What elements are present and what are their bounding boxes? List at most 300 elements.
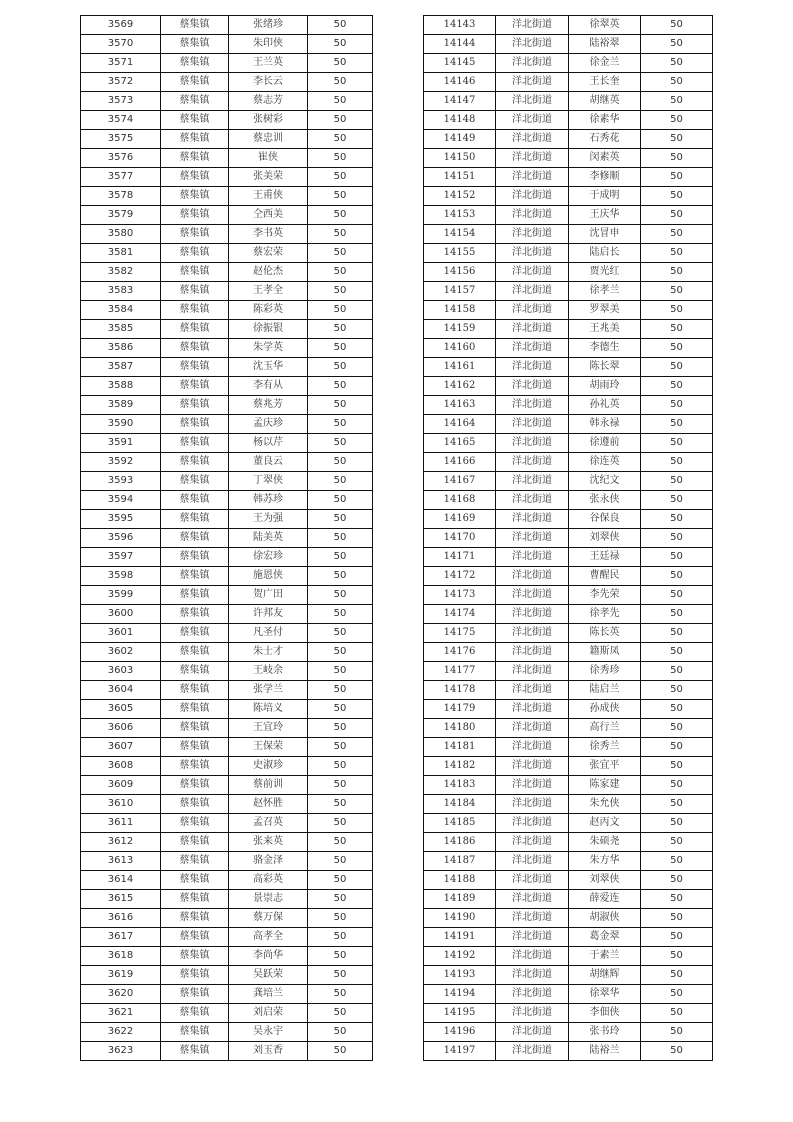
row-id: 14156 [424,263,496,282]
row-amount: 50 [308,187,373,206]
row-id: 3586 [81,339,161,358]
row-town: 蔡集镇 [161,225,229,244]
row-name: 朱士才 [229,643,308,662]
row-id: 3592 [81,453,161,472]
row-town: 洋北街道 [496,814,569,833]
row-id: 3599 [81,586,161,605]
row-id: 3604 [81,681,161,700]
row-amount: 50 [308,909,373,928]
table-row [424,1023,713,1042]
row-id: 3581 [81,244,161,263]
row-id: 3600 [81,605,161,624]
row-name: 曹醒民 [569,567,641,586]
row-id: 14167 [424,472,496,491]
table-row [81,1023,373,1042]
row-town: 洋北街道 [496,491,569,510]
row-amount: 50 [308,225,373,244]
table-row [81,586,373,605]
row-amount: 50 [308,35,373,54]
row-id: 3591 [81,434,161,453]
row-name: 沈冒申 [569,225,641,244]
row-name: 王岐余 [229,662,308,681]
row-id: 3570 [81,35,161,54]
row-name: 闵素英 [569,149,641,168]
row-name: 蔡万保 [229,909,308,928]
table-row [81,567,373,586]
row-id: 14163 [424,396,496,415]
row-id: 3572 [81,73,161,92]
row-town: 洋北街道 [496,320,569,339]
row-id: 3588 [81,377,161,396]
table-row [424,719,713,738]
row-amount: 50 [641,301,713,320]
row-id: 14173 [424,586,496,605]
row-id: 14178 [424,681,496,700]
row-town: 洋北街道 [496,510,569,529]
row-amount: 50 [641,605,713,624]
table-row [81,244,373,263]
row-amount: 50 [308,453,373,472]
table-row [424,529,713,548]
table-row [424,244,713,263]
row-id: 3590 [81,415,161,434]
table-row [81,909,373,928]
table-row [424,149,713,168]
row-name: 陆裕翠 [569,35,641,54]
row-town: 蔡集镇 [161,73,229,92]
row-town: 洋北街道 [496,1004,569,1023]
row-amount: 50 [641,73,713,92]
row-town: 洋北街道 [496,947,569,966]
row-name: 蔡志芳 [229,92,308,111]
row-amount: 50 [641,16,713,35]
row-amount: 50 [308,681,373,700]
row-name: 谷保良 [569,510,641,529]
row-amount: 50 [641,738,713,757]
table-row [424,1042,713,1061]
row-town: 蔡集镇 [161,130,229,149]
table-row [81,35,373,54]
row-name: 赵伦杰 [229,263,308,282]
table-row [81,358,373,377]
row-name: 刘翠侠 [569,529,641,548]
row-town: 蔡集镇 [161,776,229,795]
row-id: 14189 [424,890,496,909]
row-id: 3569 [81,16,161,35]
row-id: 14182 [424,757,496,776]
row-town: 洋北街道 [496,35,569,54]
row-name: 董良云 [229,453,308,472]
table-row [81,16,373,35]
row-town: 蔡集镇 [161,928,229,947]
row-amount: 50 [308,985,373,1004]
row-town: 洋北街道 [496,529,569,548]
row-id: 3601 [81,624,161,643]
row-amount: 50 [641,1042,713,1061]
row-name: 王长奎 [569,73,641,92]
row-town: 蔡集镇 [161,35,229,54]
row-id: 14166 [424,453,496,472]
table-row [424,510,713,529]
row-name: 刘启荣 [229,1004,308,1023]
table-row [81,605,373,624]
row-name: 徐连英 [569,453,641,472]
table-row [424,168,713,187]
row-id: 14185 [424,814,496,833]
row-town: 洋北街道 [496,586,569,605]
row-amount: 50 [308,377,373,396]
row-town: 蔡集镇 [161,757,229,776]
table-row [424,111,713,130]
row-name: 丁翠侠 [229,472,308,491]
row-id: 14148 [424,111,496,130]
right-table-body [424,16,713,1061]
row-amount: 50 [308,757,373,776]
row-name: 陈培义 [229,700,308,719]
row-id: 14150 [424,149,496,168]
row-amount: 50 [308,928,373,947]
table-row [424,415,713,434]
row-town: 洋北街道 [496,567,569,586]
row-name: 朱印侠 [229,35,308,54]
row-id: 3612 [81,833,161,852]
row-amount: 50 [641,187,713,206]
row-name: 陈长英 [569,624,641,643]
row-amount: 50 [641,358,713,377]
table-row [81,434,373,453]
row-name: 李先荣 [569,586,641,605]
row-town: 蔡集镇 [161,985,229,1004]
row-id: 3574 [81,111,161,130]
row-name: 蔡前训 [229,776,308,795]
row-town: 洋北街道 [496,339,569,358]
row-town: 蔡集镇 [161,643,229,662]
row-town: 洋北街道 [496,73,569,92]
row-amount: 50 [641,92,713,111]
row-town: 蔡集镇 [161,187,229,206]
row-town: 洋北街道 [496,871,569,890]
row-id: 14153 [424,206,496,225]
row-id: 14197 [424,1042,496,1061]
row-id: 14175 [424,624,496,643]
table-row [81,491,373,510]
row-id: 14168 [424,491,496,510]
row-name: 李书英 [229,225,308,244]
row-town: 洋北街道 [496,624,569,643]
table-row [81,966,373,985]
row-id: 3622 [81,1023,161,1042]
row-id: 3619 [81,966,161,985]
row-name: 王廷禄 [569,548,641,567]
row-name: 张美荣 [229,168,308,187]
row-name: 徐翠华 [569,985,641,1004]
row-name: 陈家建 [569,776,641,795]
row-name: 薛爱连 [569,890,641,909]
row-id: 14170 [424,529,496,548]
row-town: 蔡集镇 [161,339,229,358]
row-town: 洋北街道 [496,225,569,244]
row-amount: 50 [308,890,373,909]
row-amount: 50 [641,757,713,776]
row-amount: 50 [308,111,373,130]
row-town: 洋北街道 [496,1023,569,1042]
table-row [81,339,373,358]
row-town: 洋北街道 [496,415,569,434]
row-amount: 50 [641,263,713,282]
row-id: 3623 [81,1042,161,1061]
row-name: 史淑珍 [229,757,308,776]
row-id: 14186 [424,833,496,852]
row-id: 3615 [81,890,161,909]
row-name: 韩永禄 [569,415,641,434]
row-id: 14179 [424,700,496,719]
table-row [424,681,713,700]
table-row [424,16,713,35]
row-amount: 50 [641,567,713,586]
table-row [81,548,373,567]
row-name: 陈彩英 [229,301,308,320]
row-name: 陆启兰 [569,681,641,700]
row-name: 陆美英 [229,529,308,548]
row-town: 蔡集镇 [161,814,229,833]
table-row [81,757,373,776]
row-name: 徐宏珍 [229,548,308,567]
row-amount: 50 [308,1004,373,1023]
row-name: 刘翠侠 [569,871,641,890]
row-id: 3585 [81,320,161,339]
row-amount: 50 [641,491,713,510]
row-id: 3603 [81,662,161,681]
row-name: 刘玉香 [229,1042,308,1061]
table-row [424,700,713,719]
table-row [424,35,713,54]
row-id: 14155 [424,244,496,263]
table-row [81,700,373,719]
table-row [424,92,713,111]
row-town: 蔡集镇 [161,1042,229,1061]
table-row [424,73,713,92]
row-town: 蔡集镇 [161,662,229,681]
row-amount: 50 [641,662,713,681]
row-id: 14172 [424,567,496,586]
row-name: 高孝全 [229,928,308,947]
table-row [81,1004,373,1023]
table-row [81,472,373,491]
row-id: 3611 [81,814,161,833]
table-row [424,206,713,225]
row-name: 胡继辉 [569,966,641,985]
row-town: 蔡集镇 [161,301,229,320]
row-id: 14151 [424,168,496,187]
row-id: 14188 [424,871,496,890]
row-name: 骆金泽 [229,852,308,871]
row-town: 洋北街道 [496,643,569,662]
row-amount: 50 [308,871,373,890]
row-amount: 50 [308,130,373,149]
row-amount: 50 [641,814,713,833]
row-amount: 50 [308,814,373,833]
row-amount: 50 [308,339,373,358]
row-id: 3594 [81,491,161,510]
table-row [424,339,713,358]
row-town: 蔡集镇 [161,16,229,35]
row-name: 陆裕兰 [569,1042,641,1061]
table-row [424,396,713,415]
row-amount: 50 [308,833,373,852]
table-row [424,871,713,890]
table-row [424,187,713,206]
row-amount: 50 [308,1042,373,1061]
table-row [424,453,713,472]
row-id: 3606 [81,719,161,738]
row-id: 14180 [424,719,496,738]
row-amount: 50 [641,244,713,263]
row-town: 洋北街道 [496,168,569,187]
table-row [424,472,713,491]
row-town: 蔡集镇 [161,681,229,700]
row-name: 徐素华 [569,111,641,130]
row-amount: 50 [641,852,713,871]
row-id: 14196 [424,1023,496,1042]
row-amount: 50 [308,795,373,814]
row-amount: 50 [308,662,373,681]
row-amount: 50 [308,947,373,966]
row-amount: 50 [641,149,713,168]
row-id: 3620 [81,985,161,1004]
row-id: 3571 [81,54,161,73]
row-name: 崔侠 [229,149,308,168]
row-amount: 50 [641,548,713,567]
row-amount: 50 [308,301,373,320]
row-town: 洋北街道 [496,852,569,871]
table-row [81,928,373,947]
row-town: 蔡集镇 [161,605,229,624]
row-amount: 50 [641,928,713,947]
row-id: 3614 [81,871,161,890]
row-id: 3589 [81,396,161,415]
table-row [424,225,713,244]
row-id: 3621 [81,1004,161,1023]
row-town: 洋北街道 [496,890,569,909]
row-town: 蔡集镇 [161,909,229,928]
row-town: 蔡集镇 [161,472,229,491]
row-amount: 50 [308,624,373,643]
row-name: 孟庆珍 [229,415,308,434]
left-table [80,15,373,1061]
table-row [81,947,373,966]
row-name: 杨以芹 [229,434,308,453]
row-town: 洋北街道 [496,54,569,73]
row-id: 14143 [424,16,496,35]
row-town: 蔡集镇 [161,719,229,738]
row-town: 蔡集镇 [161,966,229,985]
row-town: 洋北街道 [496,244,569,263]
row-id: 3577 [81,168,161,187]
table-row [424,358,713,377]
table-row [424,320,713,339]
row-amount: 50 [641,453,713,472]
row-amount: 50 [308,282,373,301]
row-amount: 50 [641,681,713,700]
row-town: 蔡集镇 [161,396,229,415]
row-amount: 50 [641,966,713,985]
row-amount: 50 [641,282,713,301]
row-town: 蔡集镇 [161,206,229,225]
row-name: 王为强 [229,510,308,529]
row-amount: 50 [641,529,713,548]
row-amount: 50 [308,643,373,662]
row-town: 洋北街道 [496,92,569,111]
row-amount: 50 [641,168,713,187]
row-amount: 50 [308,73,373,92]
table-row [424,434,713,453]
row-name: 胡淑侠 [569,909,641,928]
row-town: 蔡集镇 [161,453,229,472]
row-amount: 50 [308,415,373,434]
row-amount: 50 [641,339,713,358]
row-amount: 50 [308,320,373,339]
row-id: 3607 [81,738,161,757]
row-id: 14183 [424,776,496,795]
row-town: 蔡集镇 [161,415,229,434]
table-row [81,795,373,814]
row-amount: 50 [308,206,373,225]
row-amount: 50 [308,16,373,35]
row-town: 洋北街道 [496,206,569,225]
table-row [424,833,713,852]
row-town: 蔡集镇 [161,491,229,510]
row-id: 3616 [81,909,161,928]
row-town: 蔡集镇 [161,738,229,757]
row-name: 朱学英 [229,339,308,358]
row-amount: 50 [308,567,373,586]
row-amount: 50 [641,890,713,909]
row-id: 14181 [424,738,496,757]
table-row [424,301,713,320]
row-town: 蔡集镇 [161,358,229,377]
table-row [424,643,713,662]
table-row [81,320,373,339]
row-id: 3587 [81,358,161,377]
table-row [424,130,713,149]
row-town: 蔡集镇 [161,586,229,605]
row-amount: 50 [308,149,373,168]
row-name: 龚培兰 [229,985,308,1004]
table-row [81,111,373,130]
row-town: 蔡集镇 [161,263,229,282]
row-amount: 50 [641,985,713,1004]
row-name: 于素兰 [569,947,641,966]
row-amount: 50 [641,377,713,396]
row-name: 孟召英 [229,814,308,833]
table-row [81,738,373,757]
row-id: 3609 [81,776,161,795]
row-name: 徐孝先 [569,605,641,624]
row-name: 蔡宏荣 [229,244,308,263]
table-row [424,757,713,776]
row-name: 沈玉华 [229,358,308,377]
row-id: 14191 [424,928,496,947]
row-amount: 50 [641,719,713,738]
row-name: 王庆华 [569,206,641,225]
row-amount: 50 [308,548,373,567]
row-name: 王孝全 [229,282,308,301]
table-row [81,662,373,681]
row-id: 14147 [424,92,496,111]
row-amount: 50 [641,35,713,54]
table-row [424,947,713,966]
row-name: 张树彩 [229,111,308,130]
